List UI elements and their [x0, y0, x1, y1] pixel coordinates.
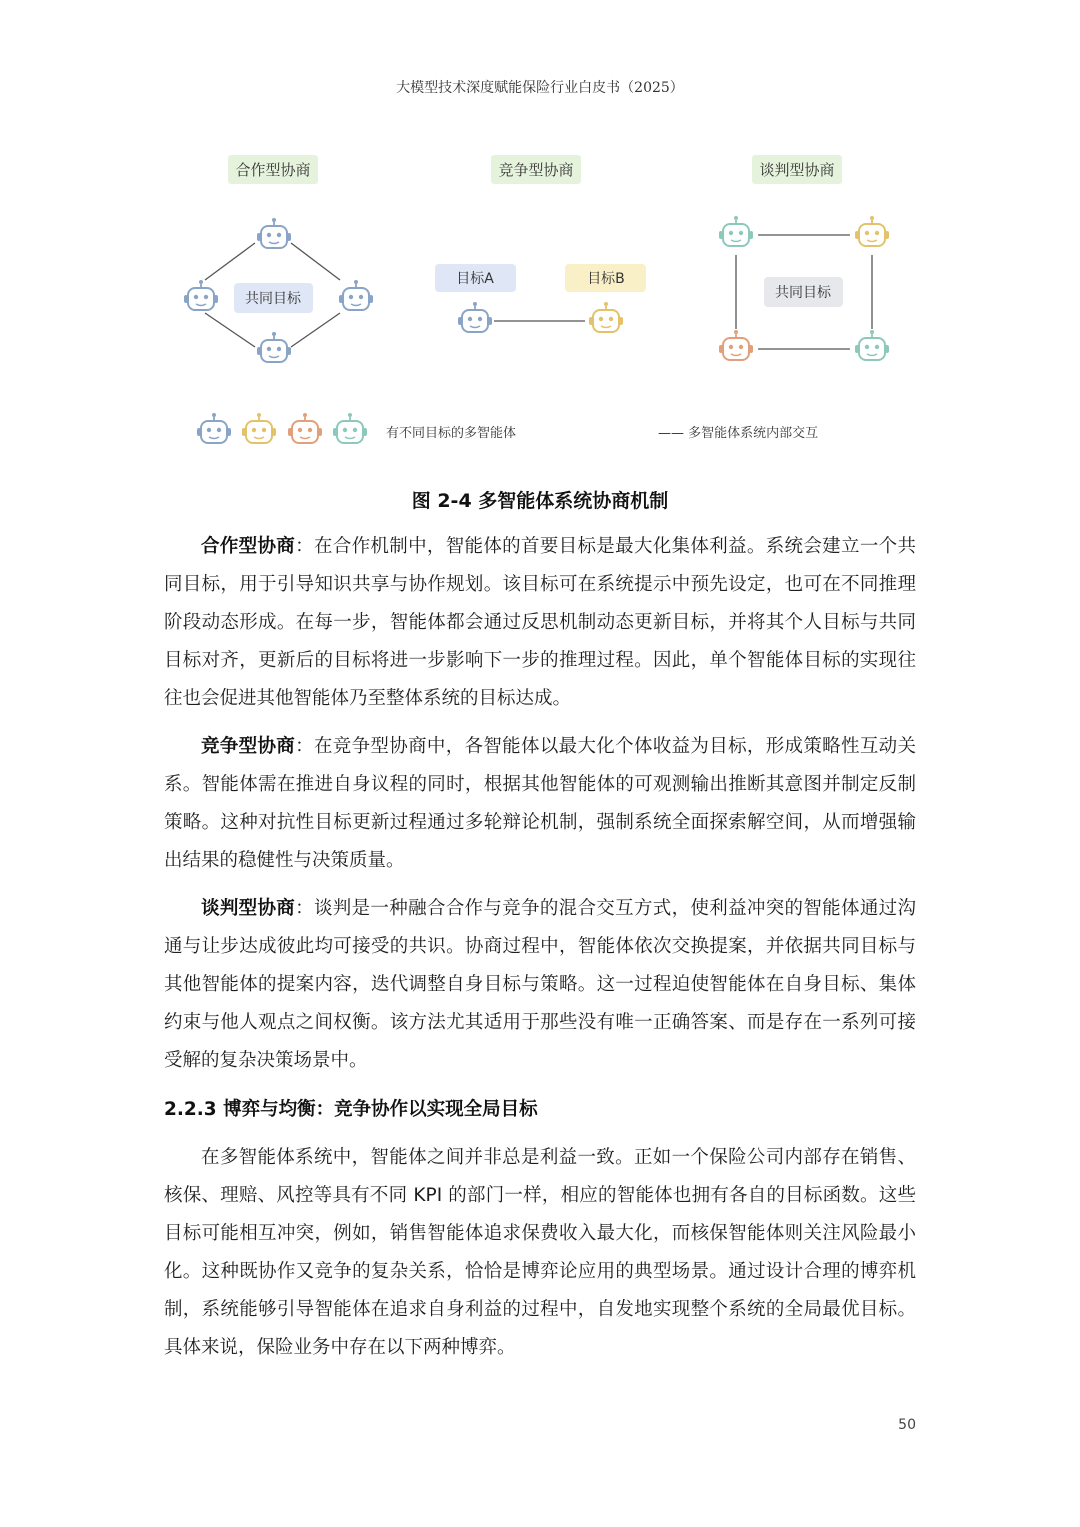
section-paragraph: 在多智能体系统中，智能体之间并非总是利益一致。正如一个保险公司内部存在销售、核保、理赔、风控等具有不同 KPI 的部门一样，相应的智能体也拥有各自的目标函数。这些目标可能相互冲突，例如，销售智能体追求保费收入最大化，而核保智能体则关注风险最小化。这种既协作又竞争的复杂关系，恰恰是博弈论应用的典型场景。通过设计合理的博弈机制，系统能够引导智能体在追求自身利益的过程中，自发地实现整个系统的全局最优目标。具体来说，保险业务中存在以下两种博弈。 [164, 1147, 916, 1358]
paragraph-cooperative [164, 528, 916, 718]
common-goal-label: 共同目标 [245, 291, 301, 307]
panel-negotiation [719, 155, 889, 360]
agent-robot-icon [257, 332, 291, 362]
agent-robot-icon [719, 330, 753, 360]
figure-legend [197, 413, 818, 443]
term-cooperative: 合作型协商 [201, 536, 296, 557]
panel-title-competitive: 竞争型协商 [498, 161, 574, 179]
paragraph-competitive [164, 728, 916, 880]
agent-robot-icon [339, 280, 373, 310]
paragraph-text: ：谈判是一种融合合作与竞争的混合交互方式，使利益冲突的智能体通过沟通与让步达成彼此均可接受的共识。协商过程中，智能体依次交换提案，并依据共同目标与其他智能体的提案内容，迭代调整自身目标与策略。这一过程迫使智能体在自身目标、集体约束与他人观点之间权衡。该方法尤其适用于那些没有唯一正确答案、而是存在一系列可接受解的复杂决策场景中。 [164, 898, 916, 1071]
agent-robot-icon [184, 280, 218, 310]
page-number: 50 [898, 1417, 916, 1433]
agent-robot-icon [257, 218, 291, 248]
term-competitive: 竞争型协商 [201, 736, 296, 757]
legend-agent-icon [288, 413, 322, 443]
agent-robot-icon [719, 216, 753, 246]
term-negotiation: 谈判型协商 [201, 898, 296, 919]
agent-robot-icon [458, 302, 492, 332]
legend-agent-icon [197, 413, 231, 443]
paragraph-text: ：在竞争型协商中，各智能体以最大化个体收益为目标，形成策略性互动关系。智能体需在推进自身议程的同时，根据其他智能体的可观测输出推断其意图并制定反制策略。这种对抗性目标更新过程通过多轮辩论机制，强制系统全面探索解空间，从而增强输出结果的稳健性与决策质量。 [164, 736, 916, 871]
goal-a-label: 目标A [456, 271, 494, 287]
agent-robot-icon [855, 330, 889, 360]
legend-agent-icon [333, 413, 367, 443]
goal-b-label: 目标B [587, 271, 625, 287]
agent-robot-icon [855, 216, 889, 246]
figure-negotiation-mechanisms [170, 140, 910, 460]
agent-robot-icon [589, 302, 623, 332]
running-header: 大模型技术深度赋能保险行业白皮书（2025） [396, 80, 684, 96]
section-heading: 2.2.3 博弈与均衡：竞争协作以实现全局目标 [164, 1099, 538, 1120]
common-goal-label: 共同目标 [775, 285, 831, 301]
figure-caption: 图 2-4 多智能体系统协商机制 [411, 490, 669, 512]
legend-agent-icon [242, 413, 276, 443]
section-body [164, 1139, 916, 1367]
paragraph-text: ：在合作机制中，智能体的首要目标是最大化集体利益。系统会建立一个共同目标，用于引导知识共享与协作规划。该目标可在系统提示中预先设定，也可在不同推理阶段动态形成。在每一步，智能体都会通过反思机制动态更新目标，并将其个人目标与共同目标对齐，更新后的目标将进一步影响下一步的推理过程。因此，单个智能体目标的实现往往也会促进其他智能体乃至整体系统的目标达成。 [164, 536, 916, 709]
legend-interaction-label: —— 多智能体系统内部交互 [658, 426, 819, 441]
panel-competitive [435, 155, 646, 332]
panel-cooperative [184, 155, 373, 362]
legend-agents-label: 有不同目标的多智能体 [386, 426, 517, 441]
panel-title-negotiation: 谈判型协商 [759, 161, 835, 179]
paragraph-negotiation [164, 890, 916, 1080]
panel-title-cooperative: 合作型协商 [235, 161, 311, 179]
